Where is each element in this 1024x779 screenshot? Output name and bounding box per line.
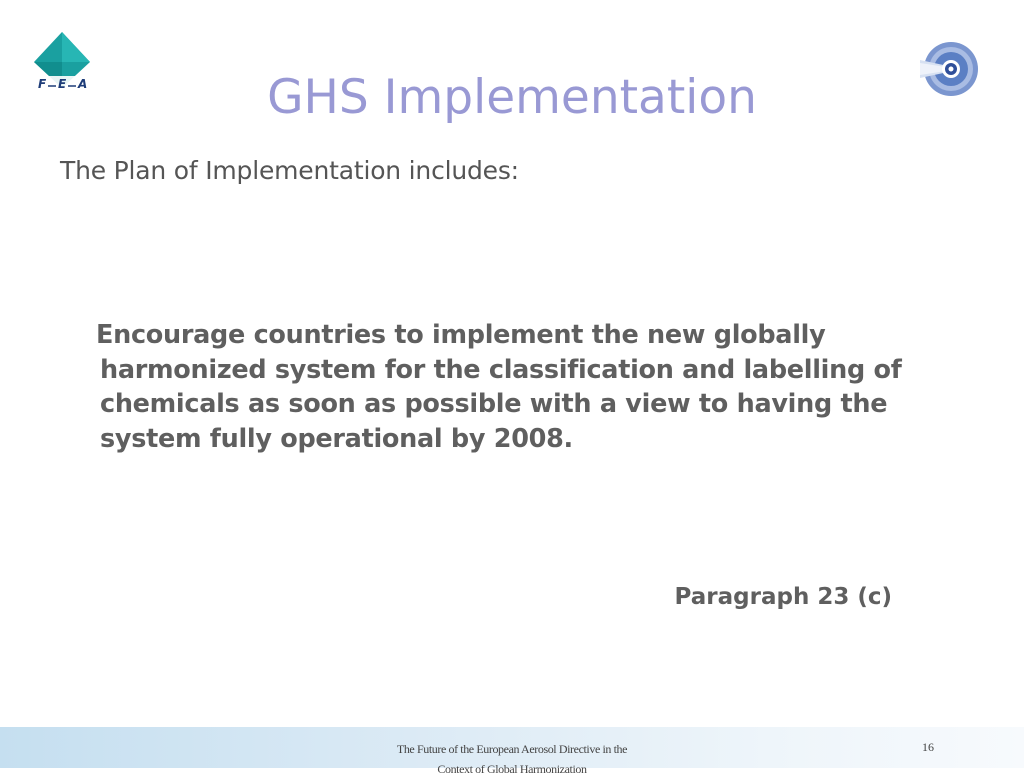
slide-number: 16: [922, 740, 934, 754]
slide-subtitle: The Plan of Implementation includes:: [60, 156, 519, 185]
footer-line-2: Context of Global Harmonization: [437, 762, 587, 776]
body-paragraph: Encourage countries to implement the new globally harmonized system for the classification and labelling of chemicals as soon as possible with a view to having the system fully operational by 2008.: [96, 320, 902, 454]
svg-text:F: F: [38, 77, 47, 91]
svg-text:A: A: [78, 77, 88, 91]
footer-line-1: The Future of the European Aerosol Directive in the: [396, 742, 628, 756]
svg-text:E: E: [58, 77, 67, 91]
slide-title: GHS Implementation: [267, 70, 757, 125]
paragraph-reference: Paragraph 23 (c): [674, 584, 892, 610]
footer-caption: [0, 739, 1024, 779]
